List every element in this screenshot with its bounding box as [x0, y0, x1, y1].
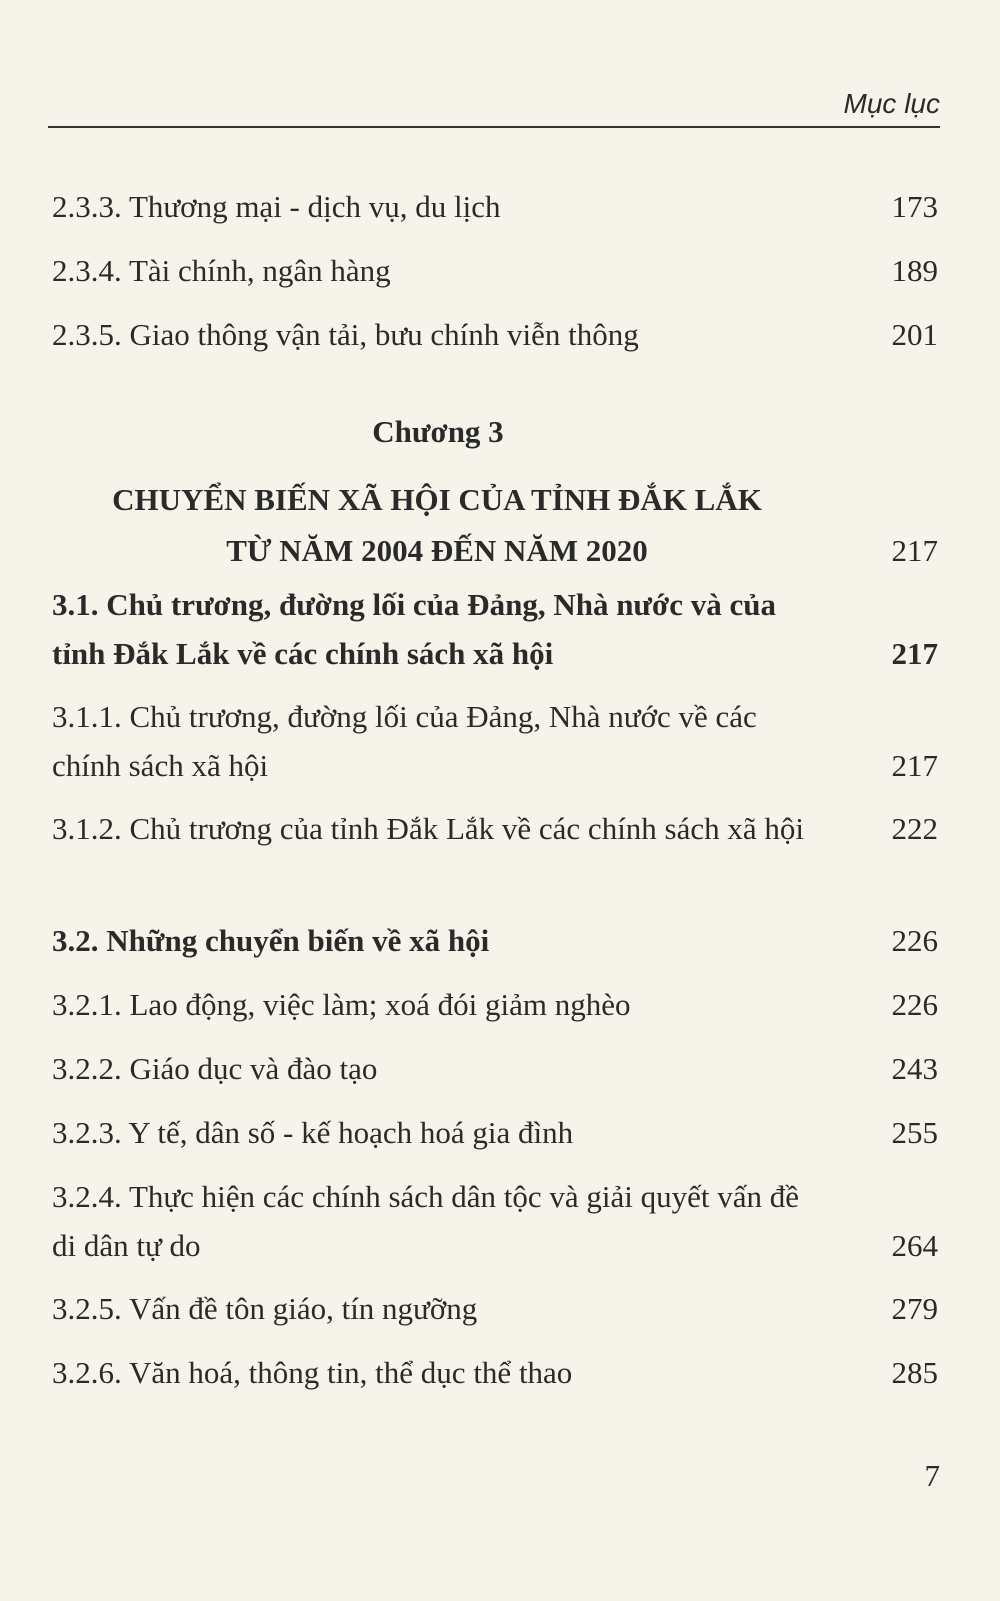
toc-entry-3-2-1[interactable] [52, 980, 938, 1029]
toc-entry-3-2-2[interactable] [52, 1044, 938, 1093]
toc-entry-page: 173 [891, 189, 938, 224]
toc-entry-title: 3.2. Những chuyển biến về xã hội [52, 923, 490, 958]
chapter-title[interactable] [52, 474, 938, 576]
toc-entry-title: 3.2.1. Lao động, việc làm; xoá đói giảm nghèo [52, 987, 631, 1022]
toc-entry-title: 3.2.3. Y tế, dân số - kế hoạch hoá gia đình [52, 1115, 574, 1150]
toc-entry-3-2-4[interactable] [52, 1172, 938, 1270]
toc-entry-2-3-5[interactable] [52, 310, 938, 359]
toc-entry-page: 189 [891, 253, 938, 288]
toc-entry-page: 222 [891, 811, 938, 846]
toc-entry-title: 2.3.4. Tài chính, ngân hàng [52, 253, 391, 288]
toc-entry-title: 2.3.5. Giao thông vận tải, bưu chính viễn thông [52, 317, 639, 352]
running-head: Mục lục [843, 88, 940, 119]
toc-entry-page: 226 [891, 987, 938, 1022]
toc-entry-page: 201 [891, 317, 938, 352]
chapter-title-line-2: TỪ NĂM 2004 ĐẾN NĂM 2020 [226, 533, 648, 568]
toc-entry-title: 3.1.1. Chủ trương, đường lối của Đảng, Nhà nước về các chính sách xã hội [52, 699, 757, 783]
toc-entry-3-2[interactable] [52, 916, 938, 965]
toc-entry-page: 255 [891, 1115, 938, 1150]
chapter-page: 217 [891, 533, 938, 568]
toc-entry-page: 279 [891, 1291, 938, 1326]
toc-entry-title: 3.1.2. Chủ trương của tỉnh Đắk Lắk về các chính sách xã hội [52, 811, 805, 846]
chapter-title-line-1: CHUYỂN BIẾN XÃ HỘI CỦA TỈNH ĐẮK LẮK [112, 482, 762, 517]
toc-entry-title: 3.2.2. Giáo dục và đào tạo [52, 1051, 378, 1086]
toc-entry-3-1-2[interactable] [52, 804, 938, 853]
toc-entry-title: 3.2.6. Văn hoá, thông tin, thể dục thể thao [52, 1355, 573, 1390]
toc-entry-title: 3.2.5. Vấn đề tôn giáo, tín ngưỡng [52, 1291, 478, 1326]
toc-entry-page: 285 [891, 1355, 938, 1390]
toc-entry-page: 217 [891, 748, 938, 783]
toc-entry-3-2-5[interactable] [52, 1284, 938, 1333]
toc-entry-3-1[interactable] [52, 580, 938, 678]
toc-entry-page: 217 [891, 636, 938, 671]
chapter-label: Chương 3 [372, 414, 504, 449]
toc-entry-2-3-3[interactable] [52, 182, 938, 231]
toc-entry-page: 226 [891, 923, 938, 958]
toc-entry-title: 3.2.4. Thực hiện các chính sách dân tộc và giải quyết vấn đề di dân tự do [52, 1179, 800, 1263]
toc-entry-title: 2.3.3. Thương mại - dịch vụ, du lịch [52, 189, 501, 224]
header-rule [48, 126, 940, 128]
toc-entry-page: 264 [891, 1228, 938, 1263]
toc-entry-3-2-3[interactable] [52, 1108, 938, 1157]
toc-entry-page: 243 [891, 1051, 938, 1086]
toc-entry-3-1-1[interactable] [52, 692, 938, 790]
page-number: 7 [924, 1458, 940, 1493]
toc-entry-2-3-4[interactable] [52, 246, 938, 295]
toc-entry-title: 3.1. Chủ trương, đường lối của Đảng, Nhà nước và của tỉnh Đắk Lắk về các chính sách xã hội [52, 587, 776, 671]
toc-entry-3-2-6[interactable] [52, 1348, 938, 1397]
